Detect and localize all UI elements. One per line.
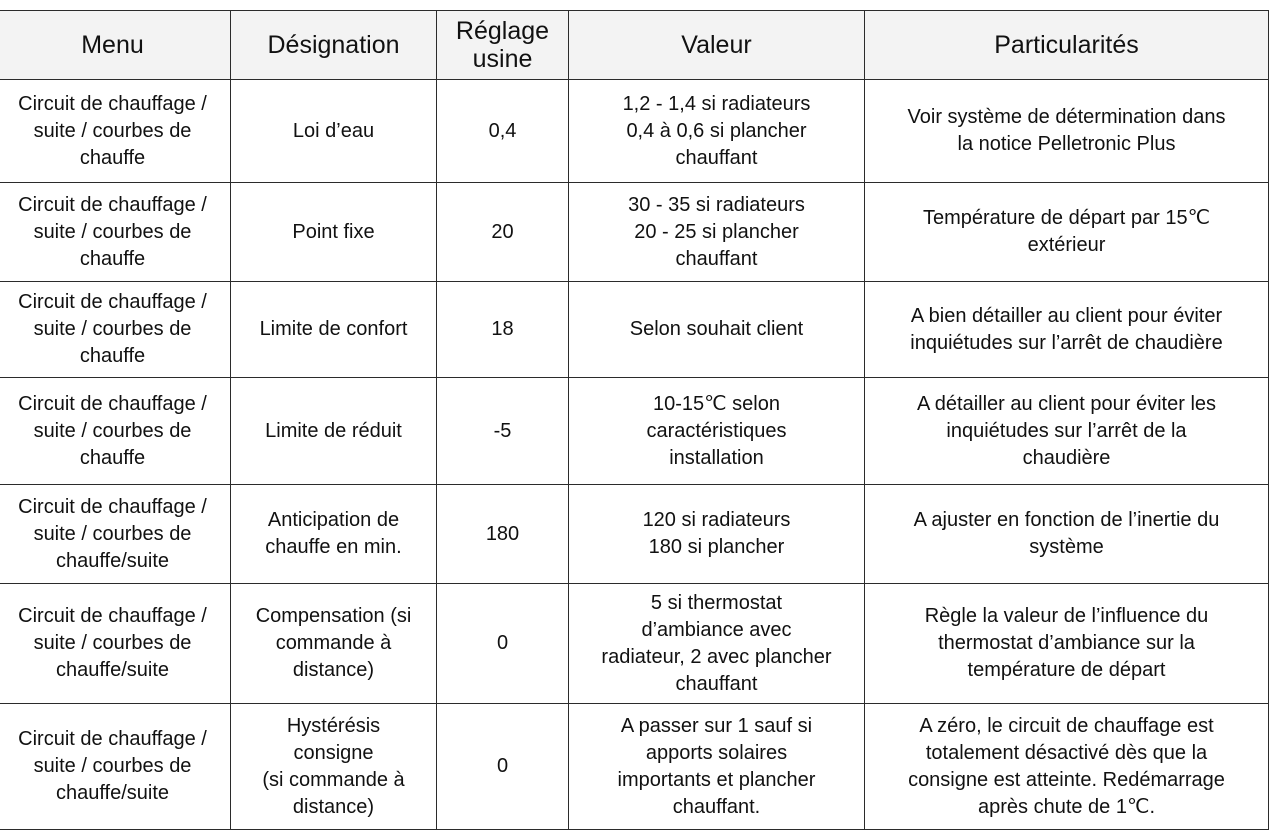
cell-reglage: 180 — [437, 485, 569, 584]
table-row — [0, 378, 1269, 485]
cell-reglage: 0 — [437, 584, 569, 704]
cell-menu: Circuit de chauffage / suite / courbes de chauffe/suite — [0, 485, 231, 584]
cell-valeur: 120 si radiateurs 180 si plancher — [569, 485, 865, 584]
cell-reglage: 0 — [437, 704, 569, 830]
table-row — [0, 80, 1269, 183]
cell-valeur: 1,2 - 1,4 si radiateurs 0,4 à 0,6 si plancher chauffant — [569, 80, 865, 183]
cell-menu: Circuit de chauffage / suite / courbes de chauffe — [0, 80, 231, 183]
cell-valeur: A passer sur 1 sauf si apports solaires importants et plancher chauffant. — [569, 704, 865, 830]
cell-particularites: A ajuster en fonction de l’inertie du système — [865, 485, 1269, 584]
cell-menu: Circuit de chauffage / suite / courbes de chauffe — [0, 183, 231, 282]
table-row — [0, 183, 1269, 282]
cell-valeur: 5 si thermostat d’ambiance avec radiateur, 2 avec plancher chauffant — [569, 584, 865, 704]
header-valeur: Valeur — [569, 11, 865, 80]
table-row — [0, 282, 1269, 378]
cell-valeur: 10-15℃ selon caractéristiques installation — [569, 378, 865, 485]
table-row — [0, 704, 1269, 830]
cell-reglage: 20 — [437, 183, 569, 282]
cell-particularites: A détailler au client pour éviter les inquiétudes sur l’arrêt de la chaudière — [865, 378, 1269, 485]
cell-designation: Hystérésis consigne (si commande à distance) — [231, 704, 437, 830]
header-menu: Menu — [0, 11, 231, 80]
cell-particularites: A zéro, le circuit de chauffage est totalement désactivé dès que la consigne est atteinte. Redémarrage après chute de 1℃. — [865, 704, 1269, 830]
header-row — [0, 11, 1269, 80]
cell-valeur: Selon souhait client — [569, 282, 865, 378]
cell-reglage: 0,4 — [437, 80, 569, 183]
cell-menu: Circuit de chauffage / suite / courbes de chauffe/suite — [0, 584, 231, 704]
table-row — [0, 485, 1269, 584]
cell-particularites: A bien détailler au client pour éviter inquiétudes sur l’arrêt de chaudière — [865, 282, 1269, 378]
table-row — [0, 584, 1269, 704]
header-particularites: Particularités — [865, 11, 1269, 80]
cell-menu: Circuit de chauffage / suite / courbes de chauffe — [0, 282, 231, 378]
cell-designation: Anticipation de chauffe en min. — [231, 485, 437, 584]
cell-reglage: -5 — [437, 378, 569, 485]
cell-designation: Loi d’eau — [231, 80, 437, 183]
header-designation: Désignation — [231, 11, 437, 80]
settings-table — [0, 10, 1269, 830]
header-reglage-usine: Réglage usine — [437, 11, 569, 80]
cell-reglage: 18 — [437, 282, 569, 378]
cell-valeur: 30 - 35 si radiateurs 20 - 25 si plancher chauffant — [569, 183, 865, 282]
cell-particularites: Voir système de détermination dans la notice Pelletronic Plus — [865, 80, 1269, 183]
cell-designation: Limite de réduit — [231, 378, 437, 485]
cell-designation: Compensation (si commande à distance) — [231, 584, 437, 704]
cell-particularites: Règle la valeur de l’influence du thermostat d’ambiance sur la température de départ — [865, 584, 1269, 704]
cell-menu: Circuit de chauffage / suite / courbes de chauffe/suite — [0, 704, 231, 830]
cell-designation: Point fixe — [231, 183, 437, 282]
cell-menu: Circuit de chauffage / suite / courbes de chauffe — [0, 378, 231, 485]
cell-designation: Limite de confort — [231, 282, 437, 378]
cell-particularites: Température de départ par 15℃ extérieur — [865, 183, 1269, 282]
